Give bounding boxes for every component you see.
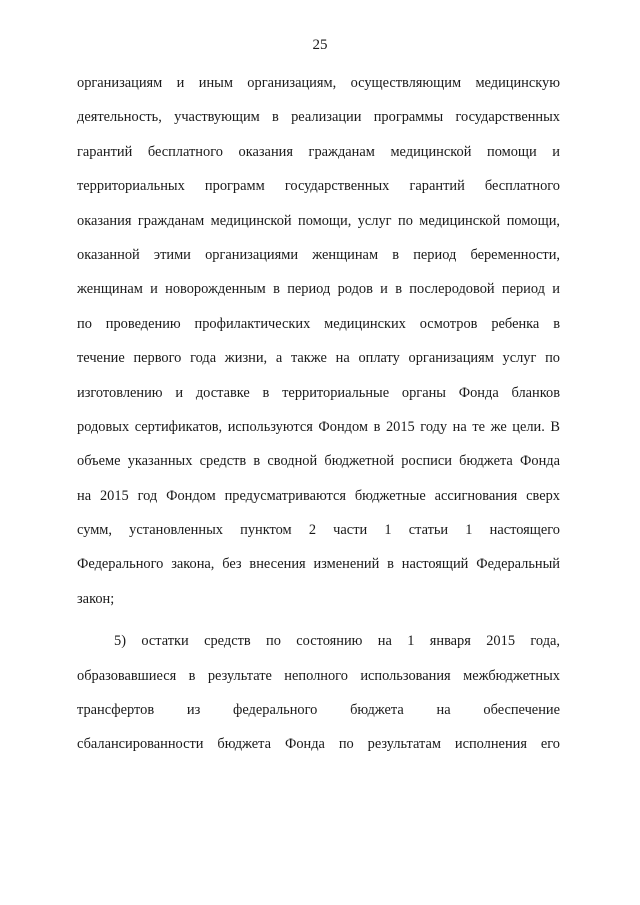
text-line: 5) остатки средств по состоянию на 1 января 2015 года,	[114, 633, 560, 650]
text-line: трансфертов из федерального бюджета на обеспечение	[77, 702, 560, 719]
text-line: сумм, установленных пунктом 2 части 1 статьи 1 настоящего	[77, 522, 560, 539]
text-line: родовых сертификатов, используются Фондом в 2015 году на те же цели. В	[77, 418, 560, 435]
body-text	[77, 66, 560, 762]
text-line: организациям и иным организациям, осуществляющим медицинскую	[77, 75, 560, 91]
text-line: закон;	[77, 590, 115, 607]
paragraph-gap	[77, 616, 560, 624]
text-line: деятельность, участвующим в реализации программы государственных	[77, 109, 560, 126]
paragraph-1	[77, 66, 560, 616]
text-line: женщинам и новорожденным в период родов и в послеродовой период и	[77, 281, 560, 298]
text-line: сбалансированности бюджета Фонда по результатам исполнения его	[77, 736, 560, 753]
text-line: оказания гражданам медицинской помощи, услуг по медицинской помощи,	[77, 212, 560, 229]
paragraph-2	[77, 624, 560, 762]
text-line: оказанной этими организациями женщинам в период беременности,	[77, 246, 560, 263]
text-line: изготовлению и доставке в территориальные органы Фонда бланков	[77, 384, 560, 401]
text-line: по проведению профилактических медицинских осмотров ребенка в	[77, 315, 560, 332]
text-line: на 2015 год Фондом предусматриваются бюджетные ассигнования сверх	[77, 487, 560, 504]
text-line: образовавшиеся в результате неполного использования межбюджетных	[77, 667, 560, 684]
text-line: территориальных программ государственных гарантий бесплатного	[77, 178, 560, 195]
text-line: течение первого года жизни, а также на оплату организациям услуг по	[77, 350, 560, 367]
page-number: 25	[312, 37, 328, 53]
text-line: гарантий бесплатного оказания гражданам медицинской помощи и	[77, 143, 560, 160]
text-line: Федерального закона, без внесения изменений в настоящий Федеральный	[77, 556, 560, 573]
text-line: объеме указанных средств в сводной бюджетной росписи бюджета Фонда	[77, 453, 560, 470]
